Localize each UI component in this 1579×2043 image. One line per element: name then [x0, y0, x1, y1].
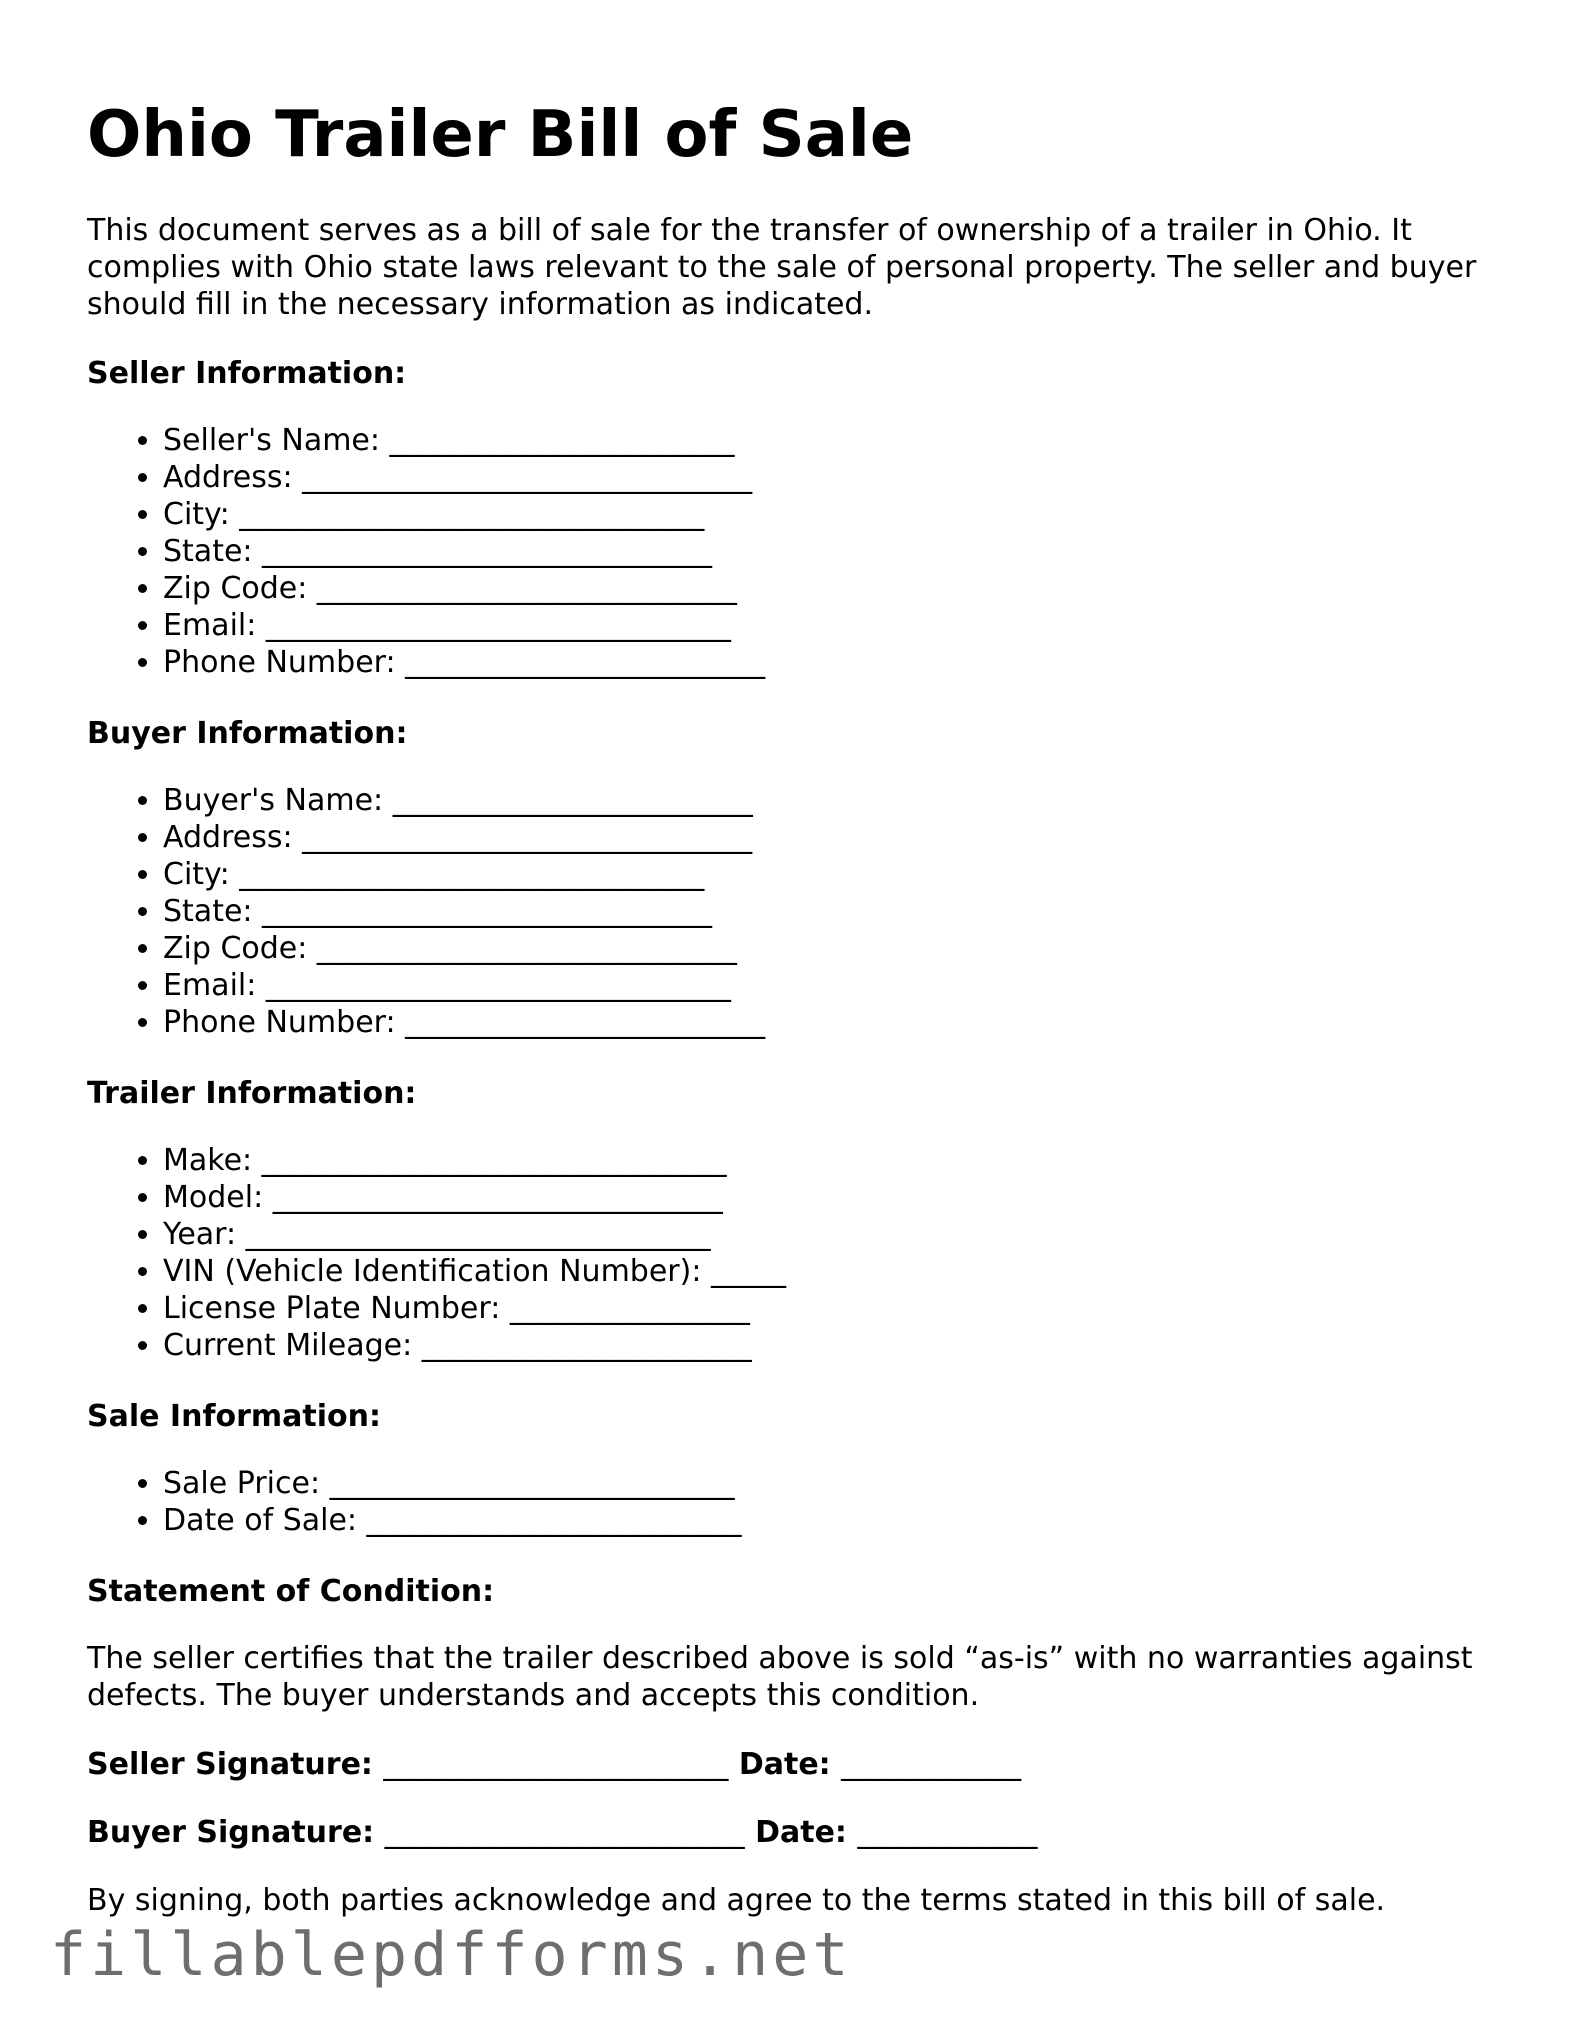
intro-paragraph: This document serves as a bill of sale for the transfer of ownership of a trailer in Ohio. It complies with Ohio state laws relevant to the sale of personal property. The seller and buyer should fill in the necessary information as indicated.	[87, 213, 1477, 323]
buyer-date-label: Date:	[755, 1815, 847, 1851]
seller-signature-label: Seller Signature:	[87, 1747, 373, 1783]
seller-city-field[interactable]: • City: _______________________________	[163, 496, 1507, 533]
trailer-year-field[interactable]: • Year: _______________________________	[163, 1216, 1507, 1253]
buyer-signature-field[interactable]: ________________________	[384, 1815, 745, 1851]
buyer-city-field[interactable]: • City: _______________________________	[163, 856, 1507, 893]
seller-address-field[interactable]: • Address: ______________________________	[163, 459, 1507, 496]
trailer-make-field[interactable]: • Make: _______________________________	[163, 1142, 1507, 1179]
buyer-email-field[interactable]: • Email: _______________________________	[163, 967, 1507, 1004]
seller-zip-field[interactable]: • Zip Code: ____________________________	[163, 570, 1507, 607]
condition-paragraph: The seller certifies that the trailer described above is sold “as-is” with no warranties against defects. The buyer understands and accepts this condition.	[87, 1641, 1473, 1714]
sale-date-field[interactable]: • Date of Sale: _________________________	[163, 1502, 1507, 1539]
condition-section-heading: Statement of Condition:	[87, 1574, 495, 1610]
seller-state-field[interactable]: • State: ______________________________	[163, 533, 1507, 570]
seller-field-list	[87, 422, 1507, 681]
seller-signature-field[interactable]: _______________________	[383, 1747, 729, 1783]
document-page	[87, 100, 1507, 1951]
buyer-signature-label: Buyer Signature:	[87, 1815, 375, 1851]
buyer-state-field[interactable]: • State: ______________________________	[163, 893, 1507, 930]
watermark-text: fillablepdfforms.net	[50, 1920, 853, 1990]
seller-section-heading: Seller Information:	[87, 356, 407, 392]
trailer-mileage-field[interactable]: • Current Mileage: ______________________	[163, 1327, 1507, 1364]
trailer-field-list	[87, 1142, 1507, 1364]
buyer-zip-field[interactable]: • Zip Code: ____________________________	[163, 930, 1507, 967]
sale-price-field[interactable]: • Sale Price: ___________________________	[163, 1465, 1507, 1502]
buyer-field-list	[87, 782, 1507, 1041]
seller-date-field[interactable]: ____________	[841, 1747, 1022, 1783]
buyer-section-heading: Buyer Information:	[87, 716, 408, 752]
seller-email-field[interactable]: • Email: _______________________________	[163, 607, 1507, 644]
buyer-address-field[interactable]: • Address: ______________________________	[163, 819, 1507, 856]
closing-paragraph: By signing, both parties acknowledge and agree to the terms stated in this bill of sale.	[87, 1883, 1386, 1919]
seller-signature-line	[87, 1746, 1507, 1783]
seller-name-field[interactable]: • Seller's Name: _______________________	[163, 422, 1507, 459]
seller-date-label: Date:	[738, 1747, 831, 1783]
buyer-phone-field[interactable]: • Phone Number: ________________________	[163, 1004, 1507, 1041]
trailer-model-field[interactable]: • Model: ______________________________	[163, 1179, 1507, 1216]
sale-section-heading: Sale Information:	[87, 1399, 381, 1435]
trailer-vin-field[interactable]: • VIN (Vehicle Identification Number): _____	[163, 1253, 1507, 1290]
buyer-signature-line	[87, 1814, 1507, 1851]
sale-field-list	[87, 1465, 1507, 1539]
buyer-date-field[interactable]: ____________	[857, 1815, 1038, 1851]
document-title: Ohio Trailer Bill of Sale	[87, 98, 914, 172]
seller-phone-field[interactable]: • Phone Number: ________________________	[163, 644, 1507, 681]
buyer-name-field[interactable]: • Buyer's Name: ________________________	[163, 782, 1507, 819]
trailer-section-heading: Trailer Information:	[87, 1076, 417, 1112]
trailer-plate-field[interactable]: • License Plate Number: ________________	[163, 1290, 1507, 1327]
